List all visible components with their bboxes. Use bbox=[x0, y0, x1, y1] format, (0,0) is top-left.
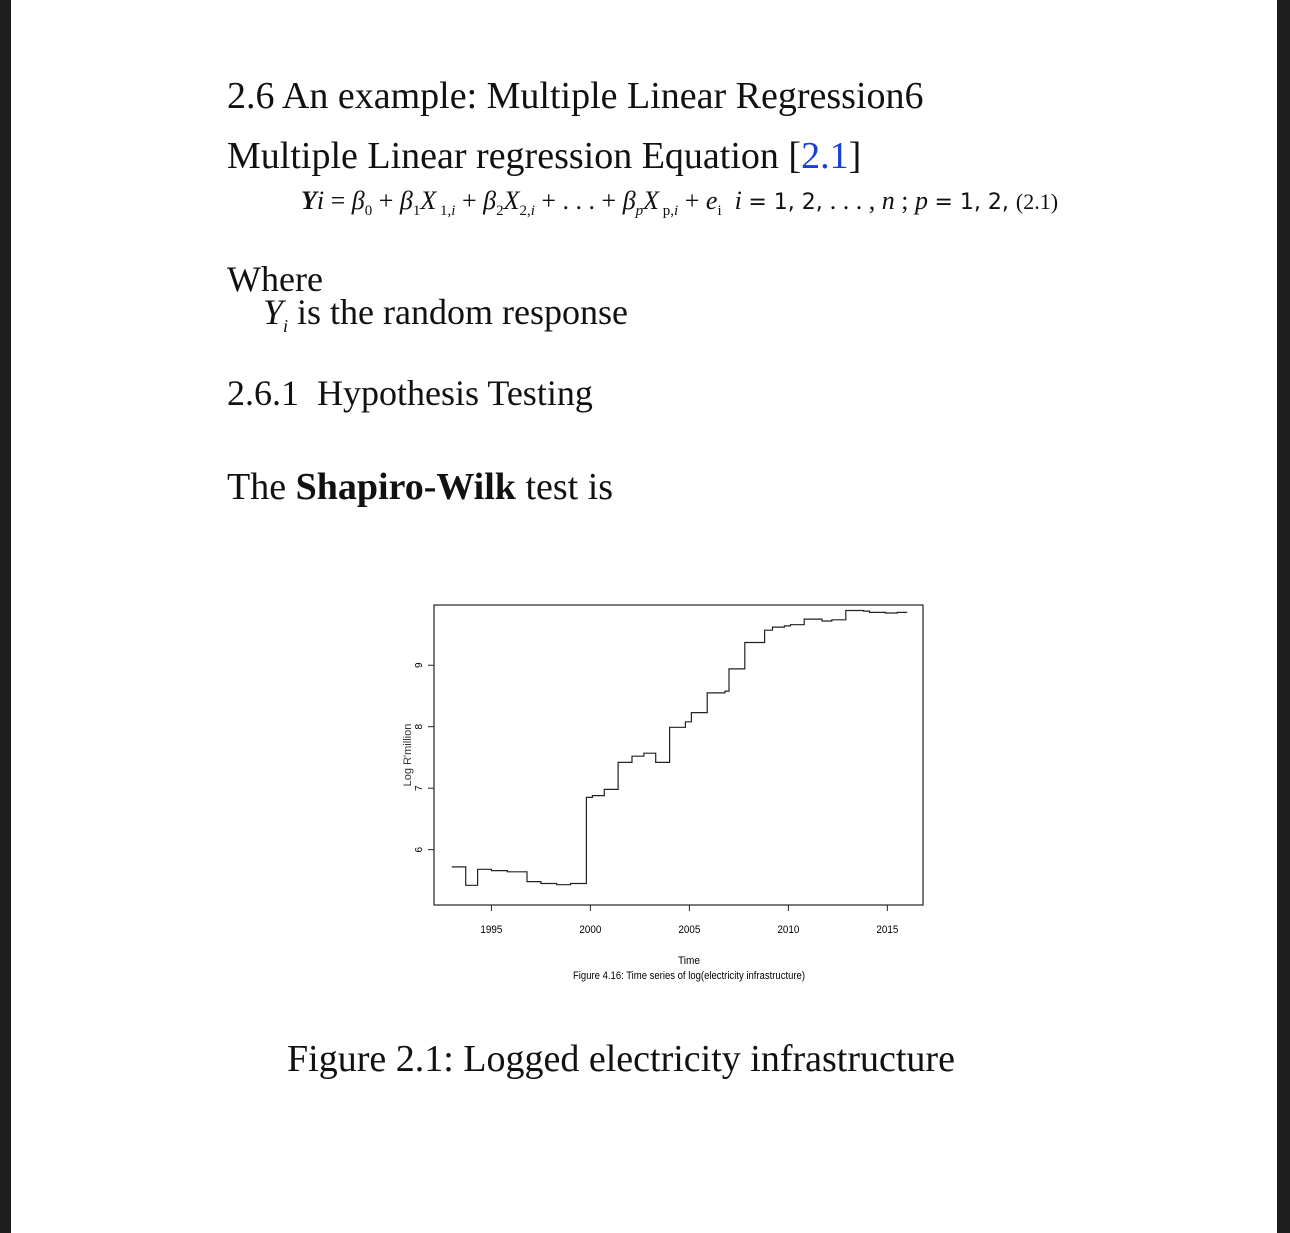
equation-heading-close: ] bbox=[848, 135, 862, 177]
x-tick-label: 2015 bbox=[876, 924, 899, 936]
y-tick-label: 9 bbox=[414, 662, 425, 669]
subsection-number: 2.6.1 bbox=[227, 373, 299, 413]
y-axis-label: Log R'million bbox=[402, 723, 414, 787]
figure-caption-text: Logged electricity infrastructure bbox=[453, 1038, 955, 1080]
sentence-end: test is bbox=[515, 466, 614, 508]
subsection-title: Hypothesis Testing bbox=[317, 373, 593, 413]
shapiro-wilk-term: Shapiro-Wilk bbox=[295, 466, 516, 508]
document-page bbox=[11, 0, 1277, 1233]
figure-caption bbox=[287, 1037, 955, 1081]
sentence-start: The bbox=[227, 466, 296, 508]
definition-variable: Y bbox=[263, 292, 284, 332]
regression-equation: $Yi = \beta_0 + \beta_1X$ $_{1,i} + \beta_2X_{2,i}$ + . . . + $\beta_pX$ $_{p,i} + e_i$ i = 1, 2, . . . , n ; p = 1, 2, (2.1) bbox=[301, 186, 1059, 220]
section-heading bbox=[227, 74, 924, 118]
where-definition bbox=[263, 291, 628, 337]
x-tick-label: 2010 bbox=[777, 924, 800, 936]
equation-heading bbox=[227, 134, 861, 178]
where-label: Where bbox=[227, 259, 323, 299]
inner-figure-caption: Figure 4.16: Time series of log(electricity infrastructure) bbox=[573, 970, 805, 982]
equation-number: (2.1) bbox=[1015, 189, 1059, 214]
y-tick-label: 6 bbox=[414, 846, 425, 853]
plot-frame bbox=[434, 605, 923, 905]
figure-caption-label: Figure 2.1: bbox=[287, 1038, 454, 1080]
y-tick-label: 8 bbox=[414, 723, 425, 730]
x-axis bbox=[480, 905, 898, 936]
x-axis-label: Time bbox=[678, 955, 700, 967]
x-tick-label: 2000 bbox=[579, 924, 602, 936]
definition-subscript: i bbox=[283, 316, 289, 337]
subsection-heading bbox=[227, 372, 593, 414]
y-tick-label: 7 bbox=[414, 785, 425, 791]
section-title: An example: Multiple Linear Regression6 bbox=[281, 75, 924, 117]
time-series-chart bbox=[381, 595, 941, 990]
x-tick-label: 2005 bbox=[678, 924, 701, 936]
equation-reference-link[interactable]: 2.1 bbox=[801, 135, 849, 177]
shapiro-wilk-sentence bbox=[227, 465, 613, 509]
definition-text: is the random response bbox=[288, 292, 628, 332]
series-line bbox=[452, 611, 907, 886]
section-number: 2.6 bbox=[227, 75, 275, 117]
x-tick-label: 1995 bbox=[480, 924, 503, 936]
equation-heading-text: Multiple Linear regression Equation [ bbox=[227, 135, 802, 177]
y-axis bbox=[414, 662, 434, 852]
figure-chart bbox=[381, 595, 941, 990]
